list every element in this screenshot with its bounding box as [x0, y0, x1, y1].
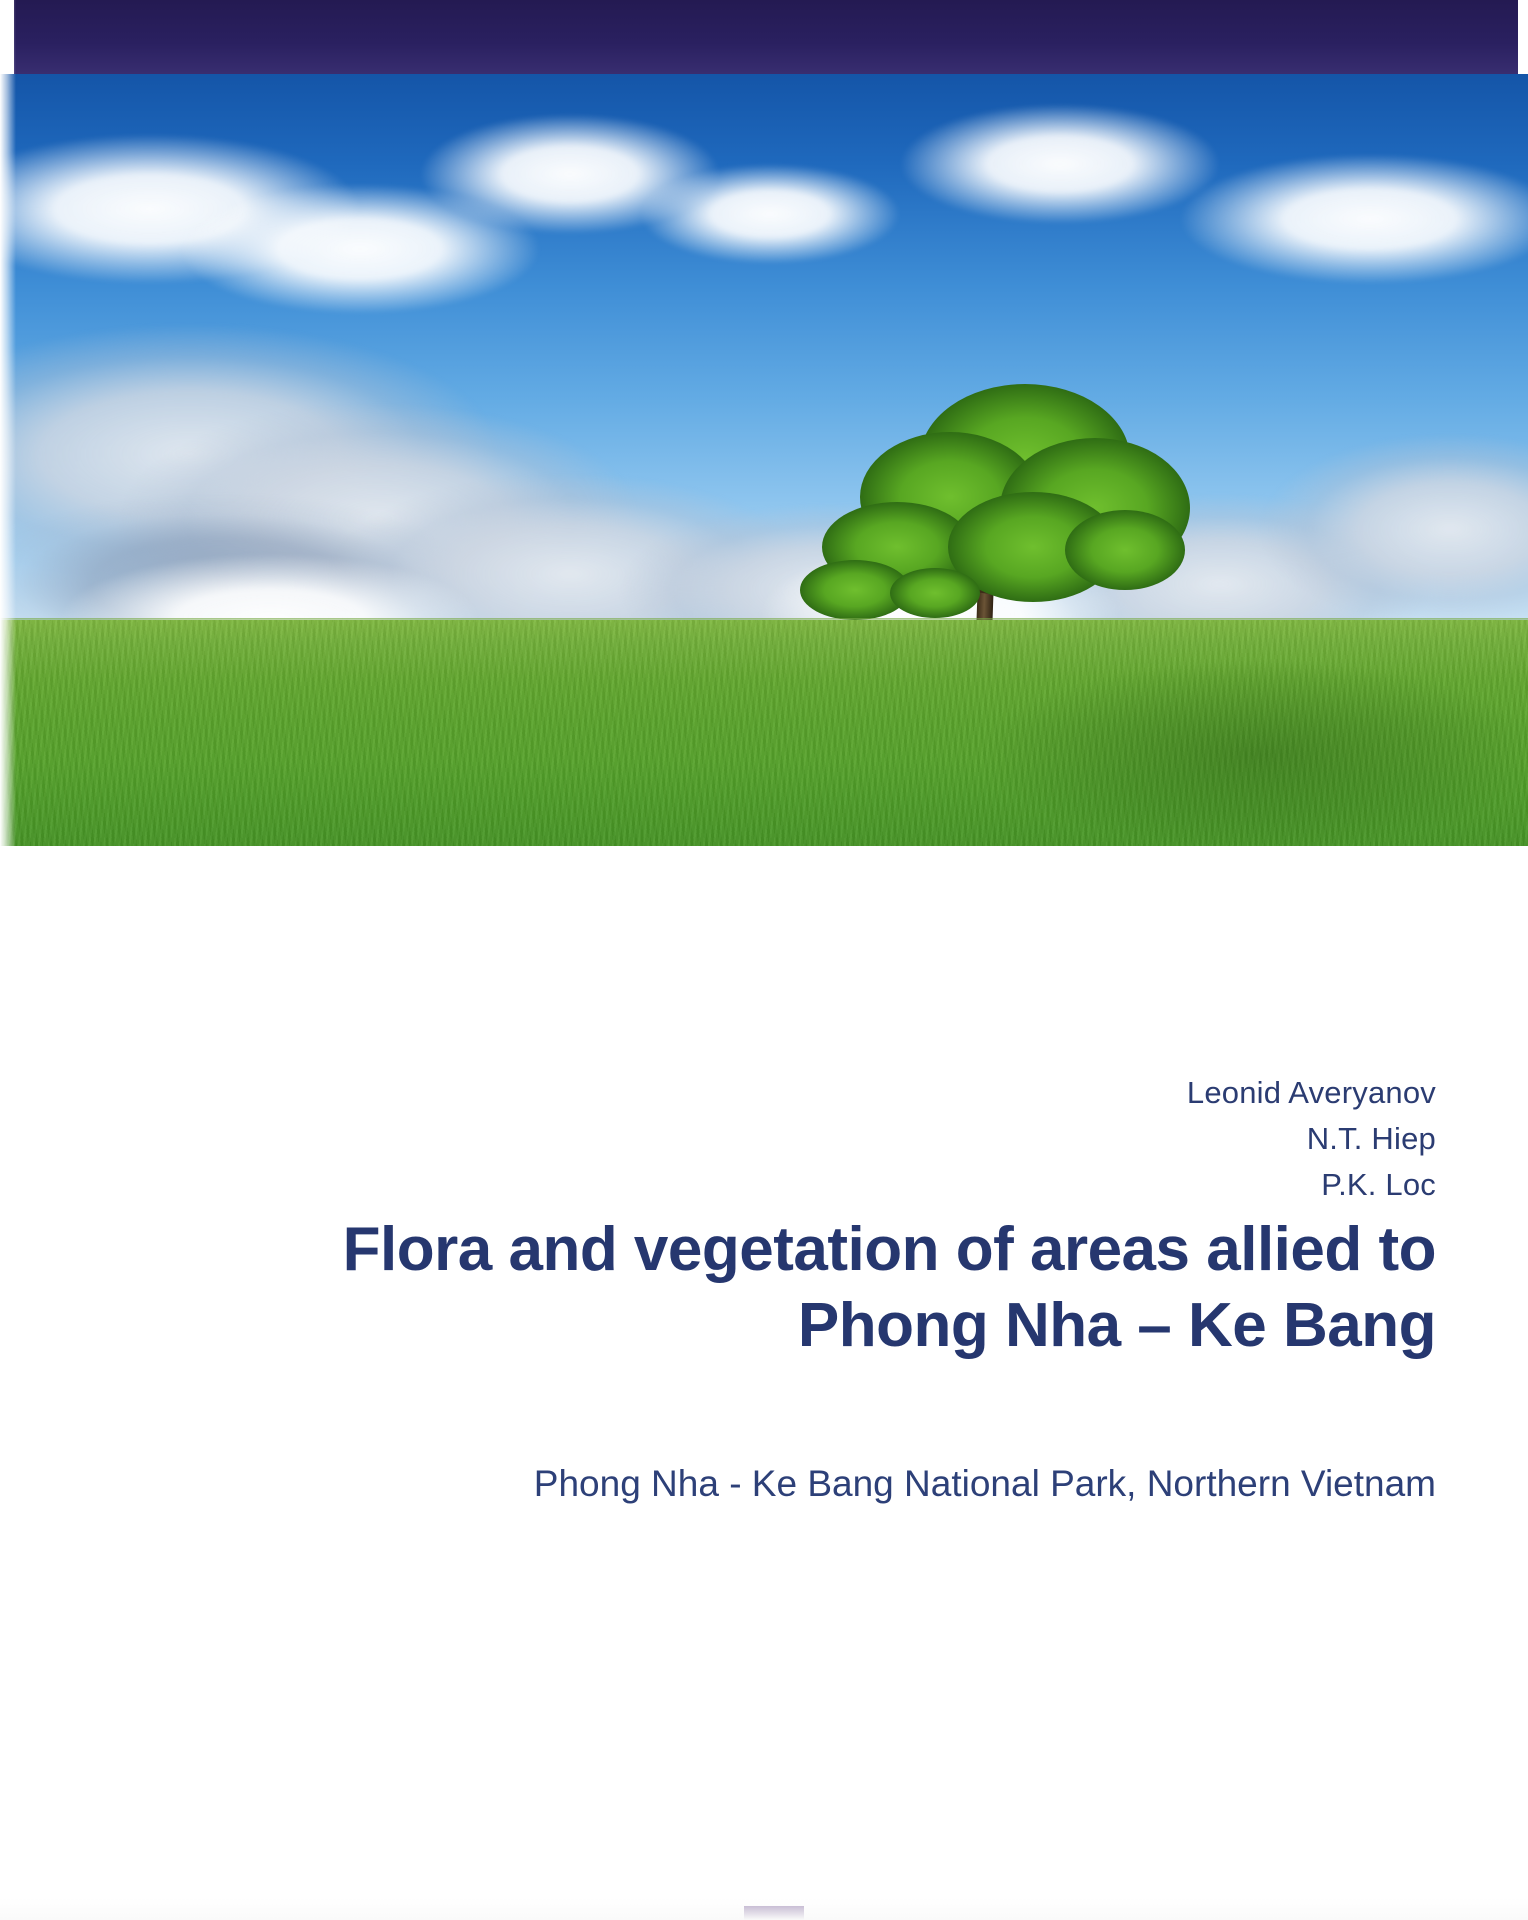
book-title: Flora and vegetation of areas allied to Phong Nha – Ke Bang: [342, 1215, 1436, 1360]
band-left-margin: [0, 0, 14, 78]
top-color-band: [0, 0, 1528, 78]
author-name: Leonid Averyanov: [1186, 1075, 1436, 1110]
author-name: N.T. Hiep: [1306, 1121, 1436, 1156]
tree-icon: [830, 392, 1230, 644]
author-name: P.K. Loc: [1321, 1167, 1436, 1202]
cloud-icon: [900, 104, 1220, 224]
tree-canopy: [1065, 510, 1185, 590]
cloud-icon: [640, 164, 900, 264]
cover-photo: [0, 74, 1528, 846]
grass-field: [0, 620, 1528, 846]
author-list: [1187, 1070, 1436, 1208]
band-right-margin: [1518, 0, 1528, 78]
cover-text-area: [0, 846, 1528, 1920]
tree-shadow: [980, 660, 1528, 846]
tree-canopy: [890, 568, 980, 618]
book-subtitle: Phong Nha - Ke Bang National Park, Northern Vietnam: [533, 1463, 1436, 1504]
publisher-logo-partial: [744, 1906, 804, 1920]
